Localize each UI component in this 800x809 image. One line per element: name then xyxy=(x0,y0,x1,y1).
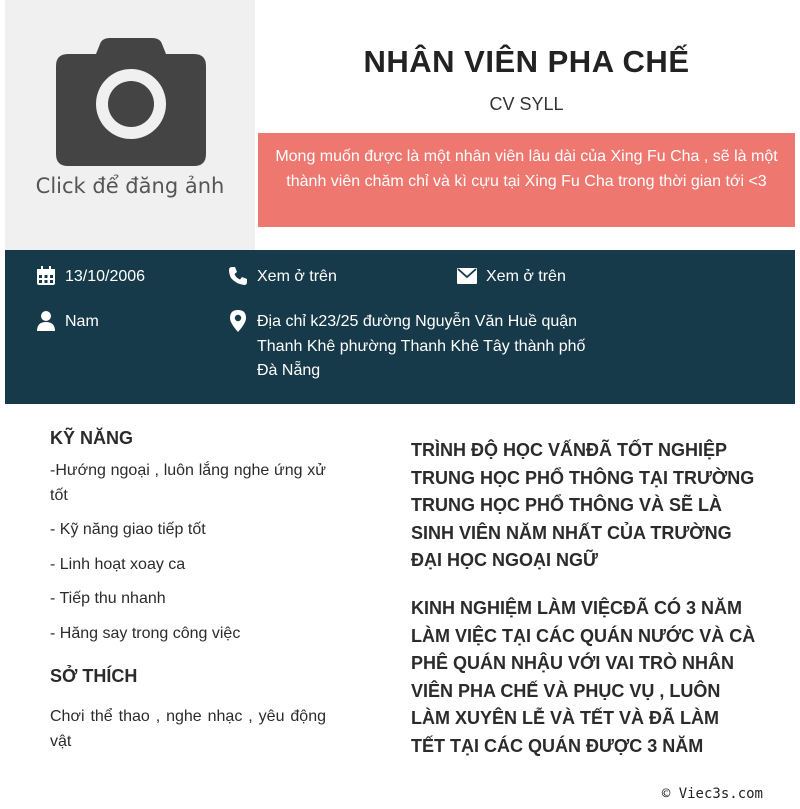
phone-icon xyxy=(227,265,249,287)
page-subtitle: CV SYLL xyxy=(489,94,564,114)
gender-row xyxy=(35,310,99,335)
skills-title: KỸ NĂNG xyxy=(50,428,134,448)
hobbies-title: SỞ THÍCH xyxy=(50,666,138,686)
birthdate-value: 13/10/2006 xyxy=(65,268,146,285)
phone-row xyxy=(227,265,337,290)
contact-band xyxy=(5,250,795,404)
left-column xyxy=(50,428,326,754)
calendar-icon xyxy=(35,265,57,287)
right-column xyxy=(411,437,756,781)
photo-caption: Click để đăng ảnh xyxy=(35,174,225,198)
map-pin-icon xyxy=(227,310,249,332)
skill-item: - Hăng say trong công việc xyxy=(50,624,241,642)
skill-item: - Linh hoạt xoay ca xyxy=(50,555,186,573)
experience-block: KINH NGHIỆM LÀM VIỆCĐÃ CÓ 3 NĂM LÀM VIỆC TẠI CÁC QUÁN NƯỚC VÀ CÀ PHÊ QUÁN NHẬU VỚI VAI TRÒ NHÂN VIÊN PHA CHẾ VÀ PHỤC VỤ , LUÔN LÀM XUYÊN LỄ VÀ TẾT VÀ ĐÃ LÀM TẾT TẠI CÁC QUÁN ĐƯỢC 3 NĂM xyxy=(411,597,756,756)
page-title: NHÂN VIÊN PHA CHẾ xyxy=(363,44,690,79)
education-block: TRÌNH ĐỘ HỌC VẤNĐÃ TỐT NGHIỆP TRUNG HỌC PHỔ THÔNG TẠI TRƯỜNG TRUNG HỌC PHỔ THÔNG VÀ SẼ LÀ SINH VIÊN NĂM NHẤT CỦA TRƯỜNG ĐẠI HỌC NGOẠI NGỮ xyxy=(411,440,755,571)
mail-icon xyxy=(456,265,478,287)
email-value: Xem ở trên xyxy=(486,268,566,285)
email-row xyxy=(456,265,566,290)
address-row xyxy=(227,310,607,384)
person-icon xyxy=(35,310,57,332)
footer-copyright: © Viec3s.com xyxy=(661,786,763,802)
photo-upload-area[interactable] xyxy=(5,0,255,250)
skill-item: - Kỹ năng giao tiếp tốt xyxy=(50,521,206,538)
phone-value: Xem ở trên xyxy=(257,268,337,285)
hobbies-text: Chơi thể thao , nghe nhạc , yêu động vật xyxy=(50,708,326,750)
birthdate-row xyxy=(35,265,145,290)
skill-item: -Hướng ngoại , luôn lắng nghe ứng xử tốt xyxy=(50,462,326,504)
skill-item: - Tiếp thu nhanh xyxy=(50,590,166,607)
gender-value: Nam xyxy=(65,313,99,330)
career-objective: Mong muốn được là một nhân viên lâu dài của Xing Fu Cha , sẽ là một thành viên chăm chỉ và kì cựu tại Xing Fu Cha trong thời gian tới <3 xyxy=(258,133,795,227)
address-value: Địa chỉ k23/25 đường Nguyễn Văn Huề quận Thanh Khê phường Thanh Khê Tây thành phố Đà Nẵng xyxy=(257,313,586,379)
camera-icon xyxy=(56,36,206,168)
